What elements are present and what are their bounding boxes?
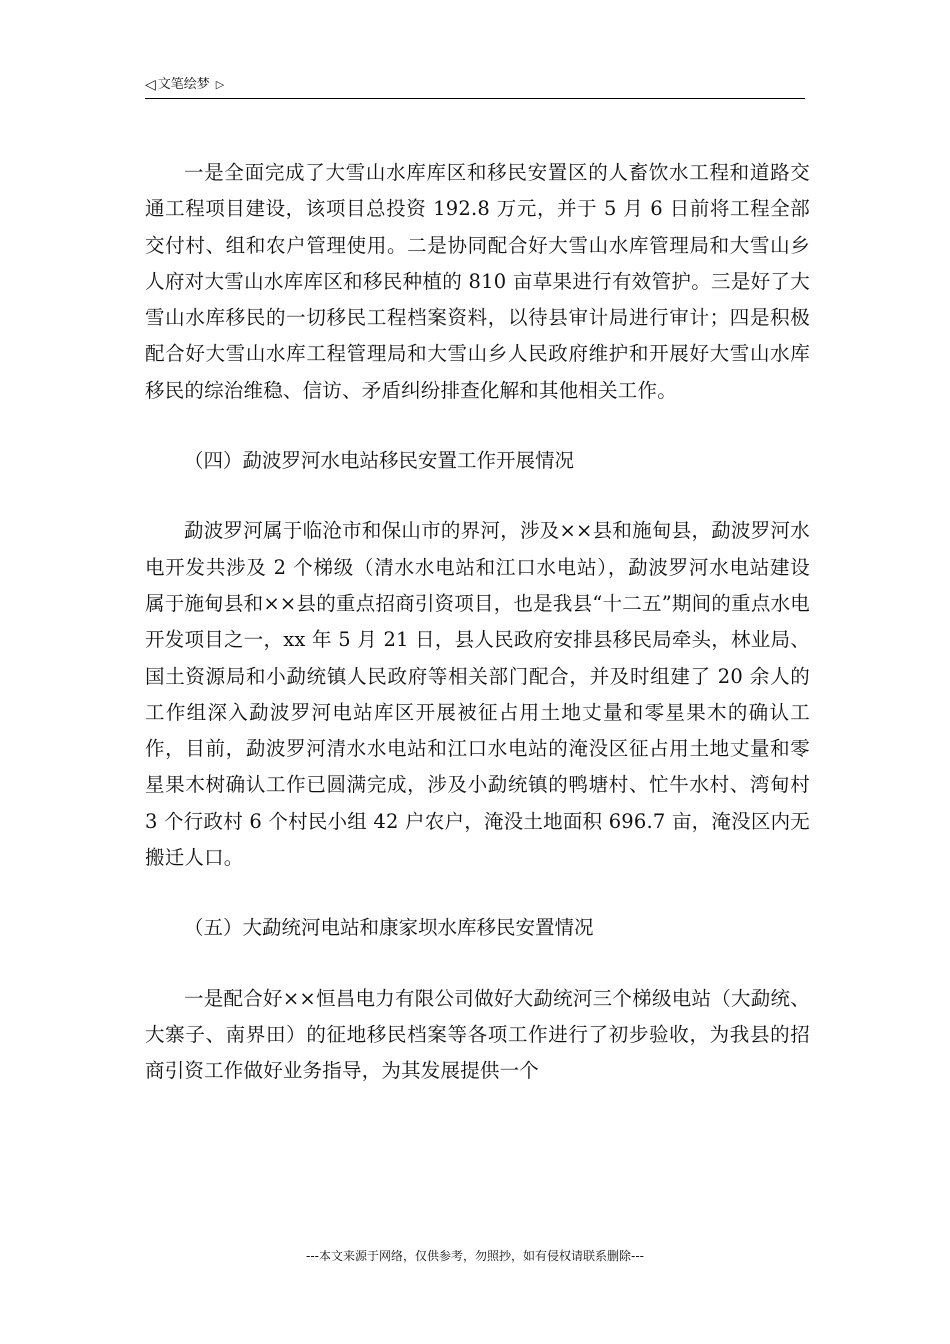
section-heading-4: （四）勐波罗河水电站移民安置工作开展情况 xyxy=(184,449,575,473)
document-body xyxy=(145,155,810,1090)
section-heading-5: （五）大勐统河电站和康家坝水库移民安置情况 xyxy=(184,916,594,940)
paragraph-mengboluo-river: 勐波罗河属于临沧市和保山市的界河，涉及××县和施甸县，勐波罗河水电开发共涉及 2 个梯级（清水水电站和江口水电站），勐波罗河水电站建设属于施甸县和××县的重点招商引资项目，也是我县“十二五”期间的重点水电开发项目之一，xx 年 5 月 21 日，县人民政府安排县移民局牵头，林业局、国土资源局和小勐统镇人民政府等相关部门配合，并及时组建了 20 余人的工作组深入勐波罗河电站库区开展被征占用土地丈量和零星果木的确认工作，目前，勐波罗河清水水电站和江口水电站的淹没区征占用土地丈量和零星果木树确认工作已圆满完成，涉及小勐统镇的鸭塘村、忙牛水村、湾甸村 3 个行政村 6 个村民小组 42 户农户，淹没土地面积 696.7 亩，淹没区内无搬迁人口。 xyxy=(145,519,810,870)
paragraph-reservoir-work: 一是全面完成了大雪山水库库区和移民安置区的人畜饮水工程和道路交通工程项目建设，该项目总投资 192.8 万元，并于 5 月 6 日前将工程全部交付村、组和农户管理使用。二是协同配合好大雪山水库管理局和大雪山乡人府对大雪山水库库区和移民种植的 810 亩草果进行有效管护。三是好了大雪山水库移民的一切移民工程档案资料，以待县审计局进行审计；四是积极配合好大雪山水库工程管理局和大雪山乡人民政府维护和开展好大雪山水库移民的综治维稳、信访、矛盾纠纷排查化解和其他相关工作。 xyxy=(145,161,810,402)
page-footer-disclaimer: ---本文来源于网络，仅供参考，勿照抄，如有侵权请联系删除--- xyxy=(306,1249,644,1263)
header-title: 文笔绘梦 xyxy=(157,77,210,92)
triangle-left-icon: ◁ xyxy=(145,77,156,93)
page-header xyxy=(145,74,805,99)
paragraph-damengtong-river: 一是配合好××恒昌电力有限公司做好大勐统河三个梯级电站（大勐统、大寨子、南界田）的征地移民档案等各项工作进行了初步验收，为我县的招商引资工作做好业务指导，为其发展提供一个 xyxy=(145,986,810,1083)
triangle-right-icon: ▷ xyxy=(215,78,225,91)
